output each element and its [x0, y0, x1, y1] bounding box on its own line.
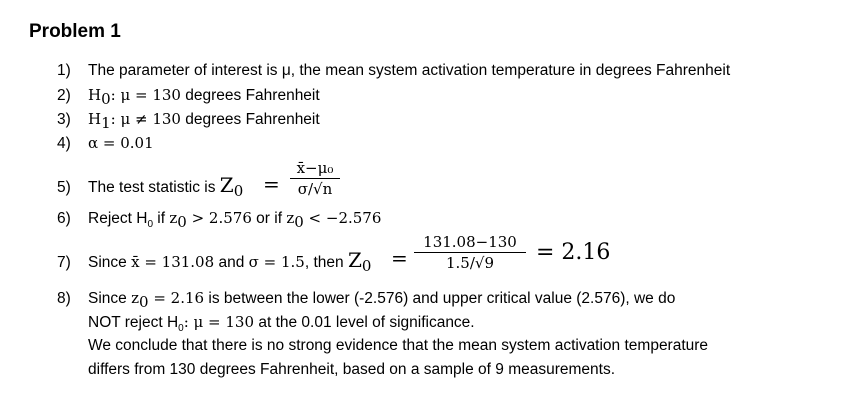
- reject-z1: z: [169, 209, 178, 227]
- computed-denominator: 1.5/√9: [445, 254, 494, 272]
- item-number: 4): [57, 135, 71, 152]
- item-number: 3): [57, 111, 71, 128]
- computation-and: and: [214, 254, 249, 271]
- reject-z2-subscript: 0: [294, 213, 304, 232]
- reject-upper: > 2.576: [186, 209, 252, 227]
- conclusion-text: is between the lower (-2.576) and upper critical value (2.576), we do: [204, 290, 676, 307]
- computed-fraction-bar: [414, 252, 526, 253]
- test-statistic-text: The test statistic is: [88, 179, 220, 196]
- computed-fraction: [414, 233, 526, 272]
- computed-result: = 2.16: [536, 240, 611, 265]
- reject-lower: < −2.576: [303, 209, 382, 227]
- item-2: [57, 86, 320, 108]
- conclusion-line-3: We conclude that there is no strong evidence that the mean system activation temperature: [88, 337, 709, 354]
- item-1-text: The parameter of interest is μ, the mean system activation temperature in degrees Fahrenheit: [88, 62, 731, 79]
- conclusion-line-4: differs from 130 degrees Fahrenheit, based on a sample of 9 measurements.: [88, 361, 616, 378]
- reject-z2: z: [286, 209, 295, 227]
- sigma-value: σ = 1.5: [248, 253, 305, 271]
- item-6: [57, 209, 381, 231]
- null-hypothesis-expression: : μ = 130: [110, 86, 181, 104]
- item-7: [57, 248, 371, 275]
- conclusion-not-reject: NOT reject H: [88, 314, 179, 331]
- null-hypothesis-subscript: 0: [101, 90, 111, 109]
- significance-level: α = 0.01: [88, 134, 154, 152]
- item-number: 1): [57, 62, 71, 79]
- item-4: [57, 134, 154, 153]
- computed-equals: =: [391, 246, 408, 270]
- conclusion-significance: at the 0.01 level of significance.: [254, 314, 475, 331]
- reject-or: or if: [251, 210, 287, 227]
- item-number: 7): [57, 254, 71, 271]
- item-5: [57, 173, 243, 200]
- conclusion-hypothesis: : μ = 130: [183, 313, 255, 331]
- conclusion-z: z: [131, 289, 139, 307]
- test-statistic-z-subscript: 0: [233, 182, 244, 201]
- conclusion-z-value: = 2.16: [148, 289, 205, 307]
- alt-hypothesis-expression: : μ ≠ 130: [110, 110, 181, 128]
- item-1: [57, 62, 730, 80]
- item-3: [57, 110, 320, 132]
- fraction-bar: [290, 178, 340, 179]
- conclusion-h-subscript: 0: [178, 323, 184, 335]
- alt-hypothesis-unit: degrees Fahrenheit: [180, 111, 320, 128]
- conclusion-since: Since: [88, 290, 132, 307]
- computation-since: Since: [88, 254, 132, 271]
- reject-if: if: [153, 210, 170, 227]
- fraction-denominator: σ/√n: [297, 180, 333, 198]
- alt-hypothesis-symbol: H: [88, 110, 102, 128]
- item-number: 6): [57, 210, 71, 227]
- null-hypothesis-unit: degrees Fahrenheit: [180, 87, 320, 104]
- item-8: [57, 289, 675, 311]
- test-statistic-fraction: [290, 159, 340, 198]
- reject-z1-subscript: 0: [177, 213, 187, 232]
- reject-text: Reject H: [88, 210, 148, 227]
- computed-numerator: 131.08−130: [423, 233, 517, 251]
- fraction-numerator: x̄−μ₀: [296, 159, 334, 177]
- problem-title: Problem 1: [29, 21, 121, 42]
- null-hypothesis-symbol: H: [88, 86, 102, 104]
- test-statistic-z: Z: [219, 173, 234, 197]
- alt-hypothesis-subscript: 1: [101, 114, 111, 133]
- item-number: 2): [57, 87, 71, 104]
- sample-mean: x̄ = 131.08: [131, 253, 215, 271]
- item-number: 8): [57, 290, 71, 307]
- item-number: 5): [57, 179, 71, 196]
- test-statistic-equals: =: [263, 172, 280, 196]
- computation-then: , then: [304, 254, 348, 271]
- conclusion-line-2: [88, 313, 475, 334]
- reject-subscript: 0: [147, 219, 153, 231]
- computed-z-subscript: 0: [361, 257, 372, 276]
- conclusion-z-subscript: 0: [139, 293, 149, 312]
- computed-z: Z: [347, 248, 362, 272]
